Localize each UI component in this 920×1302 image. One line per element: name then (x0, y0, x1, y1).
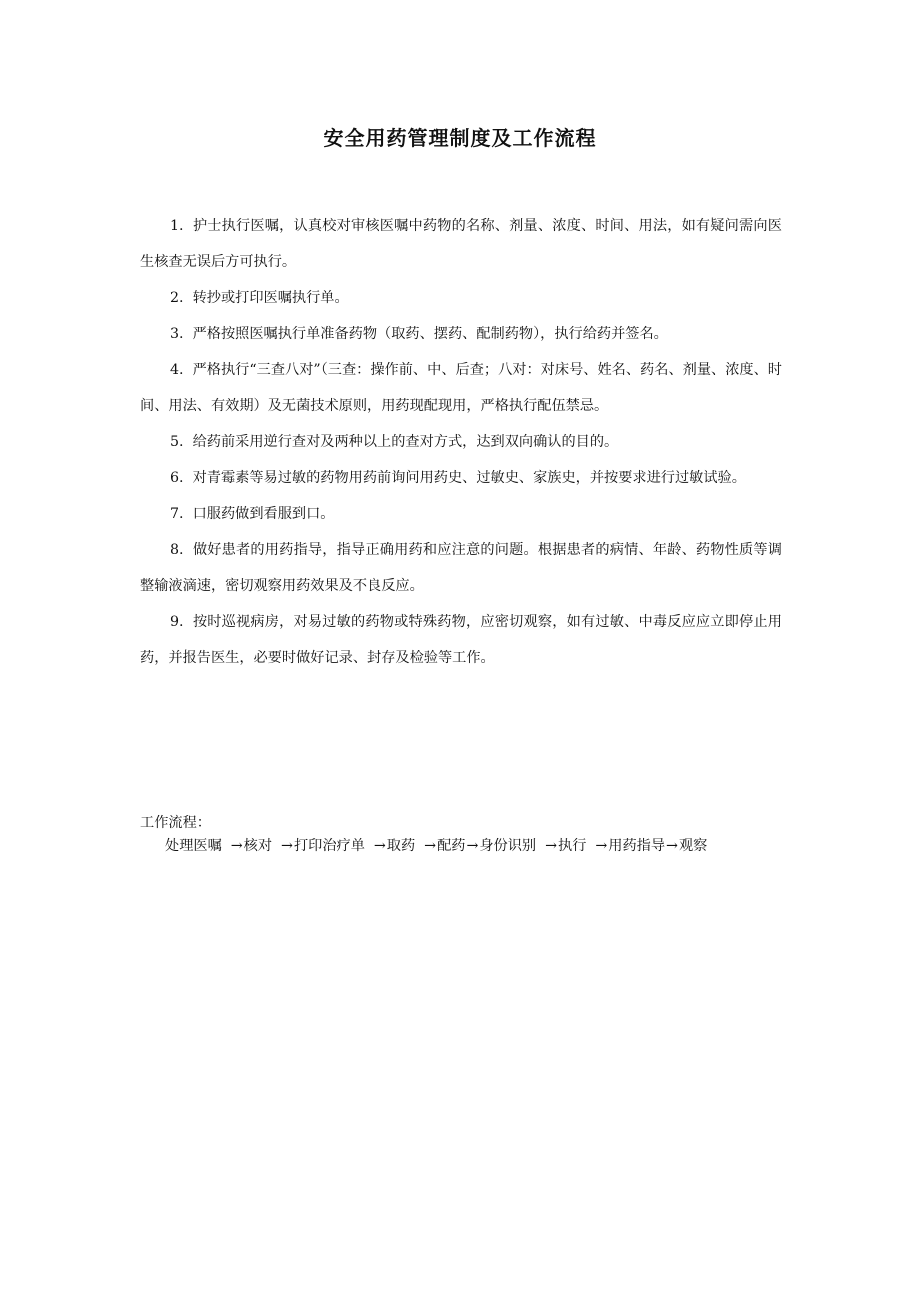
item-number: 6. (170, 470, 184, 486)
regulation-item-6 (140, 460, 782, 496)
item-text: 做好患者的用药指导，指导正确用药和应注意的问题。根据患者的病情、年龄、药物性质等调整输液滴速，密切观察用药效果及不良反应。 (140, 542, 782, 594)
workflow-step: 取药 (386, 838, 416, 854)
regulation-item-2 (140, 280, 782, 316)
workflow-step: 处理医嘱 (165, 838, 222, 854)
workflow-step: 用药指导 (608, 838, 666, 854)
regulation-item-7 (140, 496, 782, 532)
item-text: 按时巡视病房，对易过敏的药物或特殊药物，应密切观察，如有过敏、中毒反应应立即停止用药，并报告医生，必要时做好记录、封存及检验等工作。 (140, 614, 782, 666)
arrow-right-icon: → (230, 838, 243, 854)
item-text: 转抄或打印医嘱执行单。 (192, 290, 349, 306)
item-number: 2. (170, 290, 184, 306)
workflow-steps (140, 835, 800, 858)
workflow-step: 核对 (243, 838, 273, 854)
arrow-right-icon: → (666, 838, 678, 854)
arrow-right-icon: → (466, 838, 479, 854)
workflow-step: 观察 (678, 838, 708, 854)
item-number: 5. (170, 434, 184, 450)
item-number: 3. (170, 326, 184, 342)
item-number: 7. (170, 506, 184, 522)
item-number: 8. (170, 542, 184, 558)
regulation-item-1 (140, 208, 782, 280)
workflow-label: 工作流程： (140, 815, 211, 831)
item-number: 9. (170, 614, 184, 630)
arrow-right-icon: → (281, 838, 293, 854)
item-text: 对青霉素等易过敏的药物用药前询问用药史、过敏史、家族史，并按要求进行过敏试验。 (192, 470, 746, 486)
arrow-right-icon: → (545, 838, 557, 854)
item-text: 严格按照医嘱执行单准备药物（取药、摆药、配制药物），执行给药并签名。 (192, 326, 668, 342)
workflow-step: 身份识别 (479, 838, 537, 854)
document-title: 安全用药管理制度及工作流程 (323, 126, 597, 150)
arrow-right-icon: → (595, 838, 608, 854)
arrow-right-icon: → (424, 838, 437, 854)
workflow-step: 配药 (437, 838, 466, 854)
regulation-item-4 (140, 352, 782, 424)
regulation-item-9 (140, 604, 782, 676)
arrow-right-icon: → (373, 838, 386, 854)
item-text: 护士执行医嘱，认真校对审核医嘱中药物的名称、剂量、浓度、时间、用法，如有疑问需向医生核查无误后方可执行。 (140, 218, 782, 270)
item-number: 4. (170, 362, 184, 378)
regulation-item-8 (140, 532, 782, 604)
item-number: 1. (170, 218, 184, 234)
workflow-step: 执行 (558, 838, 587, 854)
regulation-list (140, 208, 782, 676)
workflow-section (140, 812, 800, 858)
workflow-step: 打印治疗单 (293, 838, 365, 854)
item-text: 严格执行“三查八对”（三查：操作前、中、后查；八对：对床号、姓名、药名、剂量、浓度、时间、用法、有效期）及无菌技术原则，用药现配现用，严格执行配伍禁忌。 (140, 362, 782, 414)
item-text: 口服药做到看服到口。 (192, 506, 335, 522)
item-text: 给药前采用逆行查对及两种以上的查对方式，达到双向确认的目的。 (192, 434, 619, 450)
regulation-item-5 (140, 424, 782, 460)
regulation-item-3 (140, 316, 782, 352)
